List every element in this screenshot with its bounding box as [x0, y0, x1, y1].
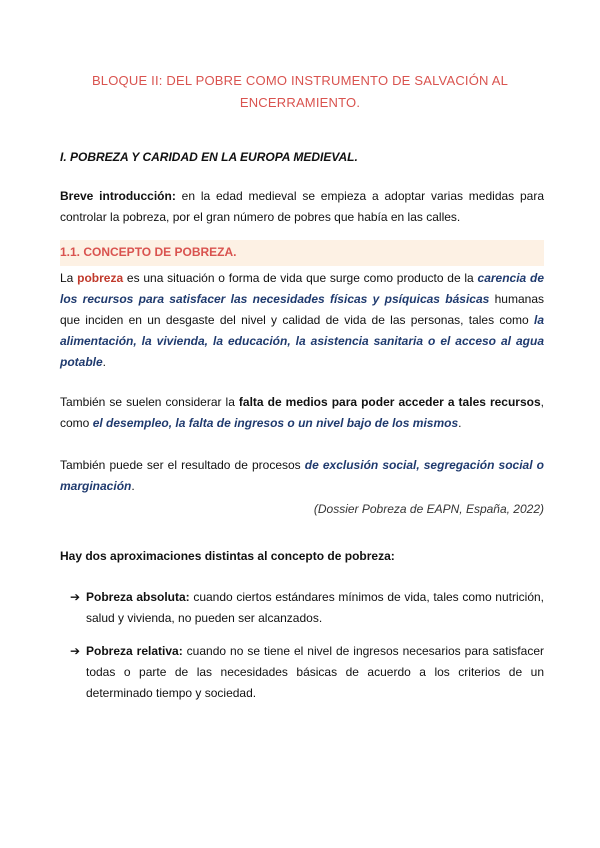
p1-text-e: humanas que inciden en un desgaste del nivel y calidad de vida de las personas, tales como — [60, 292, 544, 327]
p2-bold-falta: falta de medios para poder acceder a tales recursos — [238, 395, 541, 409]
bullet-text — [70, 587, 544, 629]
bullet-absolute-poverty — [70, 587, 544, 629]
bullet-relative-poverty — [70, 641, 544, 704]
bullet-label: Pobreza absoluta: — [86, 590, 190, 604]
intro-paragraph — [60, 186, 544, 228]
intro-text: en la edad medieval se empieza a adoptar varias medidas para controlar la pobreza, por el gran número de pobres que había en las calles. — [60, 189, 544, 224]
p1-term-pobreza: pobreza — [77, 271, 124, 285]
p3-highlight-exclusion: de exclusión social, segregación social o marginación — [60, 458, 544, 493]
title-line-2: ENCERRAMIENTO. — [239, 95, 361, 110]
p2-highlight-desempleo: el desempleo, la falta de ingresos o un nivel bajo de los mismos — [92, 416, 459, 430]
subheading-bar — [60, 240, 544, 266]
section-heading: I. POBREZA Y CARIDAD EN LA EUROPA MEDIEVAL. — [60, 150, 358, 164]
p3-text-a: También puede ser el resultado de procesos — [60, 458, 305, 472]
bullet-description: cuando no se tiene el nivel de ingresos necesarios para satisfacer todas o parte de las necesidades básicas de acuerdo a los criterios de un determinado tiempo y sociedad. — [86, 644, 544, 700]
lack-of-means-paragraph — [60, 392, 544, 434]
bullet-label: Pobreza relativa: — [86, 644, 183, 658]
poverty-definition-paragraph — [60, 268, 544, 373]
p1-highlight-carencia: carencia de los recursos para satisfacer las necesidades físicas y psíquicas básicas — [60, 271, 544, 306]
bullet-text — [70, 641, 544, 704]
p1-text-a: La — [60, 271, 78, 285]
p2-text-c: , como — [60, 395, 544, 430]
exclusion-paragraph — [60, 455, 544, 497]
arrow-right-icon: ➔ — [70, 590, 81, 604]
bullet-description: cuando ciertos estándares mínimos de vida, tales como nutrición, salud y vivienda, no pueden ser alcanzados. — [86, 590, 544, 625]
p2-text-e: . — [458, 416, 462, 430]
p1-text-c: es una situación o forma de vida que surge como producto de la — [123, 271, 478, 285]
subheading: 1.1. CONCEPTO DE POBREZA. — [60, 245, 237, 259]
approaches-heading: Hay dos aproximaciones distintas al concepto de pobreza: — [60, 549, 395, 563]
document-title — [60, 70, 540, 114]
intro-label: Breve introducción: — [60, 189, 176, 203]
title-line-1: BLOQUE II: DEL POBRE COMO INSTRUMENTO DE SALVACIÓN AL — [91, 73, 509, 88]
p1-text-g: . — [102, 355, 107, 369]
citation: (Dossier Pobreza de EAPN, España, 2022) — [313, 502, 544, 516]
p3-text-c: . — [131, 479, 135, 493]
p1-highlight-examples: la alimentación, la vivienda, la educación, la asistencia sanitaria o el acceso al agua potable — [60, 313, 544, 369]
arrow-right-icon: ➔ — [70, 644, 81, 658]
p2-text-a: También se suelen considerar la — [60, 395, 239, 409]
